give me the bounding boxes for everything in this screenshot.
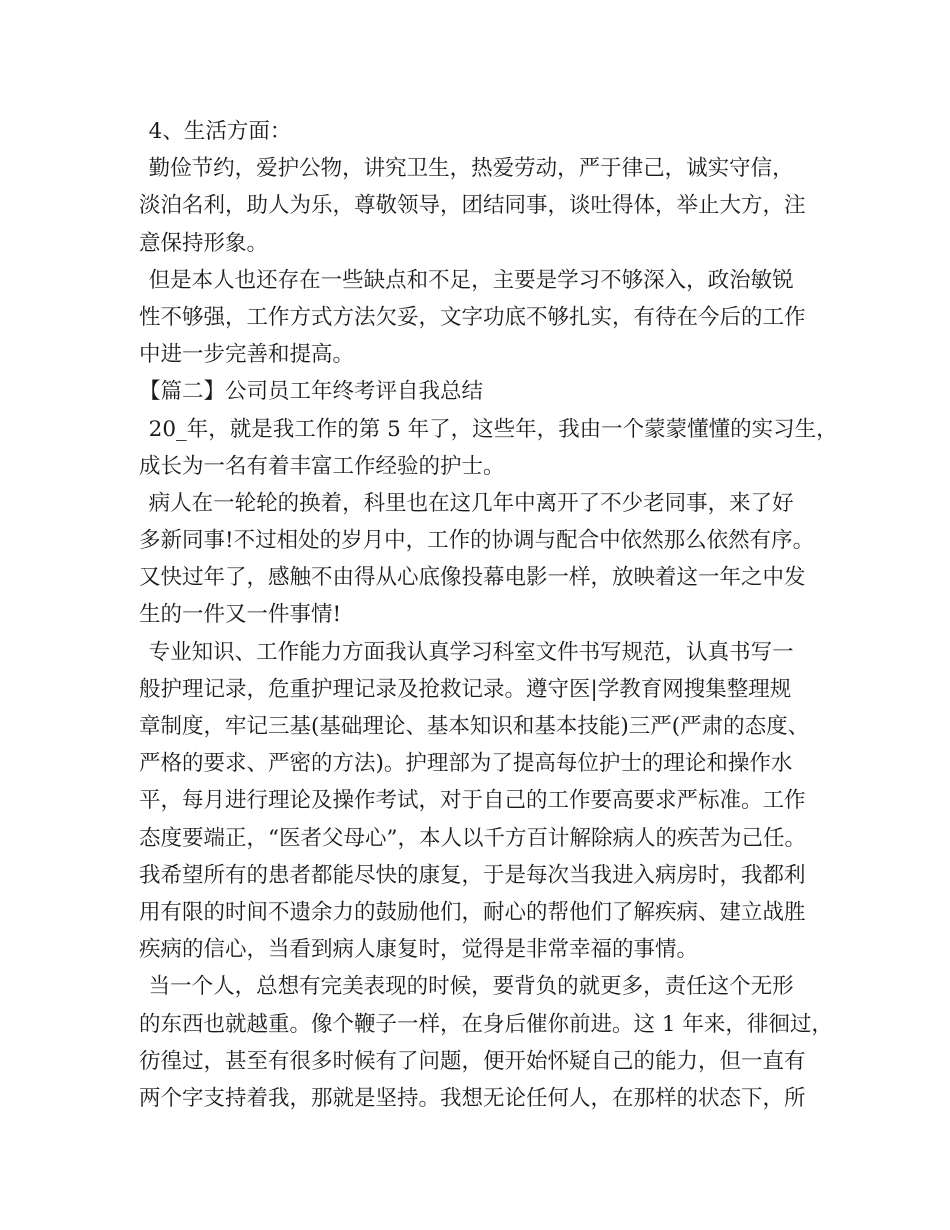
- text-line: 又快过年了，感触不由得从心底像投幕电影一样，放映着这一年之中发: [139, 565, 806, 591]
- text-line: 意保持形象。: [139, 230, 269, 256]
- text-line: 专业知识、工作能力方面我认真学习科室文件书写规范，认真书写一: [148, 639, 794, 665]
- text-line: 疾病的信心，当看到病人康复时，觉得是非常幸福的事情。: [139, 937, 699, 963]
- text-line: 当一个人，总想有完美表现的时候，要背负的就更多，责任这个无形: [148, 974, 794, 1000]
- text-line: 生的一件又一件事情!: [139, 602, 342, 628]
- text-line: 4、生活方面：: [148, 119, 292, 144]
- text-line: 彷徨过，甚至有很多时候有了问题，便开始怀疑自己的能力，但一直有: [139, 1048, 806, 1074]
- text-line: 性不够强，工作方式方法欠妥，文字功底不够扎实，有待在今后的工作: [139, 304, 806, 330]
- text-line: 病人在一轮轮的换着，科里也在这几年中离开了不少老同事，来了好: [148, 490, 794, 516]
- document-body: [139, 113, 838, 1117]
- text-line: 我希望所有的患者都能尽快的康复，于是每次当我进入病房时，我都利: [139, 862, 806, 888]
- text-line: 用有限的时间不遗余力的鼓励他们，耐心的帮他们了解疾病、建立战胜: [139, 899, 806, 925]
- text-line: 的东西也就越重。像个鞭子一样，在身后催你前进。这 1 年来，徘徊过，: [139, 1011, 833, 1037]
- text-line: 淡泊名利，助人为乐，尊敬领导，团结同事，谈吐得体，举止大方，注: [139, 193, 806, 219]
- text-line: 中进一步完善和提高。: [139, 342, 355, 368]
- text-line: 成长为一名有着丰富工作经验的护士。: [139, 453, 505, 479]
- text-line: 20_年，就是我工作的第 5 年了，这些年，我由一个蒙蒙懂懂的实习生，: [148, 416, 838, 442]
- text-line: 但是本人也还存在一些缺点和不足，主要是学习不够深入，政治敏锐: [148, 267, 794, 293]
- text-line: 平，每月进行理论及操作考试，对于自己的工作要高要求严标准。工作: [139, 788, 806, 814]
- text-line: 勤俭节约，爱护公物，讲究卫生，热爱劳动，严于律己，诚实守信，: [148, 156, 794, 182]
- text-line: 严格的要求、严密的方法)。护理部为了提高每位护士的理论和操作水: [139, 751, 793, 777]
- text-line: 章制度，牢记三基(基础理论、基本知识和基本技能)三严(严肃的态度、: [139, 714, 810, 739]
- section-heading: 【篇二】公司员工年终考评自我总结: [139, 379, 484, 405]
- text-line: 般护理记录，危重护理记录及抢救记录。遵守医|学教育网搜集整理规: [139, 676, 792, 702]
- text-line: 态度要端正，“医者父母心”，本人以千方百计解除病人的疾苦为己任。: [139, 825, 806, 851]
- text-line: 多新同事!不过相处的岁月中，工作的协调与配合中依然那么依然有序。: [139, 528, 815, 554]
- text-line: 两个字支持着我，那就是坚持。我想无论任何人，在那样的状态下，所: [139, 1085, 806, 1111]
